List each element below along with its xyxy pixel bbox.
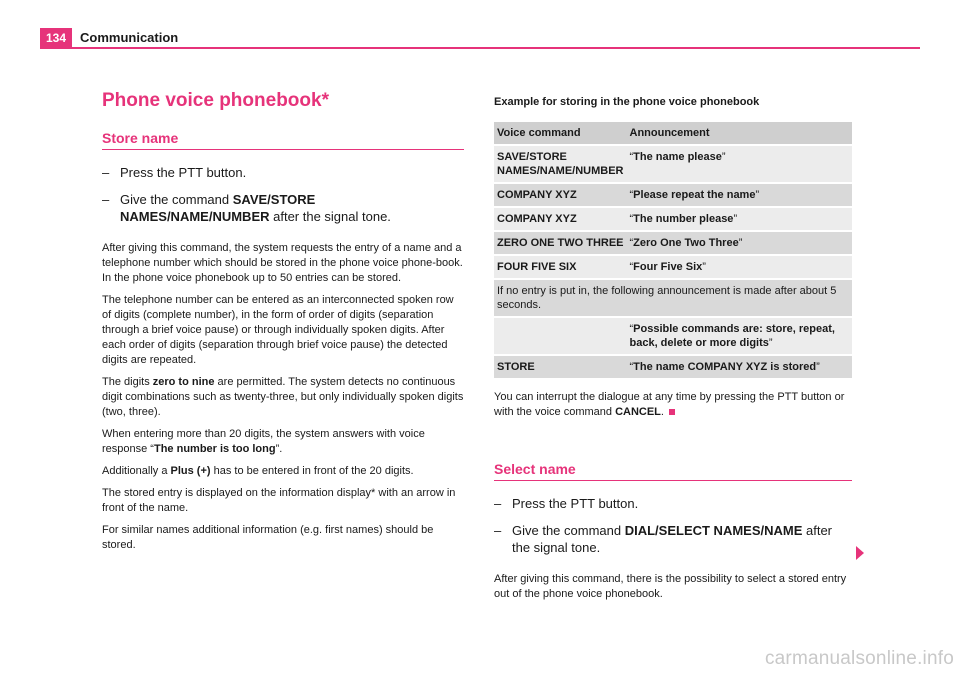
announcement-cell: “Please repeat the name” xyxy=(627,184,853,206)
select-name-heading: Select name xyxy=(494,461,852,481)
page-title: Phone voice phonebook* xyxy=(102,90,329,111)
paragraph: Additionally a Plus (+) has to be entered in front of the 20 digits. xyxy=(102,465,414,477)
paragraph: After giving this command, the system requests the entry of a name and a telephone number which should be stored in the phone voice phone-book. In the phone voice phonebook up to 50 entries can be stored. xyxy=(102,242,463,284)
step-give-command xyxy=(102,191,464,225)
note-cell: If no entry is put in, the following announcement is made after about 5 seconds. xyxy=(494,280,852,316)
right-column xyxy=(494,96,852,609)
table-header-row xyxy=(494,122,852,144)
step-text: Press the PTT button. xyxy=(512,496,639,511)
announcement-cell: “The number please” xyxy=(627,208,853,230)
step-press-ptt xyxy=(102,164,464,181)
continue-arrow-icon xyxy=(856,546,864,560)
announcement-cell: “The name COMPANY XYZ is stored” xyxy=(627,356,853,378)
table-row xyxy=(494,184,852,206)
table-title: Example for storing in the phone voice phonebook xyxy=(494,96,760,108)
command-cell: ZERO ONE TWO THREE xyxy=(494,232,627,254)
table-row xyxy=(494,232,852,254)
command-cell: SAVE/STORE NAMES/NAME/NUMBER xyxy=(494,146,627,182)
voice-command: DIAL/SELECT NAMES/NAME xyxy=(624,523,803,538)
page-number: 134 xyxy=(40,28,72,48)
page-header xyxy=(40,28,920,48)
paragraph: The telephone number can be entered as an interconnected spoken row of digits (complete number), in the form of order of digits (separation through a brief voice pause) or through individually spoken digits. After each order of digits (separation through brief voice pause) the detected digits are repeated. xyxy=(102,294,454,366)
command-cell: FOUR FIVE SIX xyxy=(494,256,627,278)
step-text: after the signal tone. xyxy=(269,209,391,224)
table-row xyxy=(494,146,852,182)
dash-bullet: – xyxy=(102,165,110,180)
paragraph: After giving this command, there is the possibility to select a stored entry out of the phone voice phonebook. xyxy=(494,573,847,600)
column-header-announcement: Announcement xyxy=(627,122,853,144)
dash-bullet: – xyxy=(494,496,502,511)
table-row xyxy=(494,318,852,354)
watermark: carmanualsonline.info xyxy=(764,648,954,669)
left-column xyxy=(102,90,464,560)
step-text: Press the PTT button. xyxy=(120,165,247,180)
command-cell: STORE xyxy=(494,356,627,378)
announcement-cell: “Zero One Two Three” xyxy=(627,232,853,254)
announcement-cell: “Four Five Six” xyxy=(627,256,853,278)
voice-command: SAVE/STORE NAMES/NAME/NUMBER xyxy=(120,192,316,224)
command-cell xyxy=(494,318,627,354)
interrupt-paragraph: You can interrupt the dialogue at any time by pressing the PTT button or with the voice command CANCEL. xyxy=(494,391,845,418)
column-header-voice-command: Voice command xyxy=(494,122,627,144)
step-text: Give the command xyxy=(512,523,625,538)
paragraph: The digits zero to nine are permitted. The system detects no continuous digit combinations such as twenty-three, but only individually spoken digits (two, three). xyxy=(102,376,464,418)
table-note-row xyxy=(494,280,852,316)
store-name-heading: Store name xyxy=(102,130,464,150)
header-rule xyxy=(40,47,920,49)
announcement-cell: “Possible commands are: store, repeat, back, delete or more digits” xyxy=(627,318,853,354)
section-title: Communication xyxy=(80,30,179,45)
step-text: Give the command xyxy=(120,192,233,207)
step-press-ptt xyxy=(494,495,852,512)
paragraph: When entering more than 20 digits, the system answers with voice response “The number is too long”. xyxy=(102,428,425,455)
step-text: after the signal tone. xyxy=(512,523,833,555)
voice-command-table xyxy=(494,120,852,380)
table-row xyxy=(494,256,852,278)
command-cell: COMPANY XYZ xyxy=(494,184,627,206)
step-give-command xyxy=(494,522,852,556)
announcement-cell: “The name please” xyxy=(627,146,853,182)
paragraph: For similar names additional information (e.g. first names) should be stored. xyxy=(102,524,434,551)
table-row xyxy=(494,208,852,230)
command-cell: COMPANY XYZ xyxy=(494,208,627,230)
table-row xyxy=(494,356,852,378)
dash-bullet: – xyxy=(494,523,502,538)
paragraph: The stored entry is displayed on the information display* with an arrow in front of the name. xyxy=(102,487,456,514)
section-end-square-icon xyxy=(669,409,675,415)
dash-bullet: – xyxy=(102,192,110,207)
